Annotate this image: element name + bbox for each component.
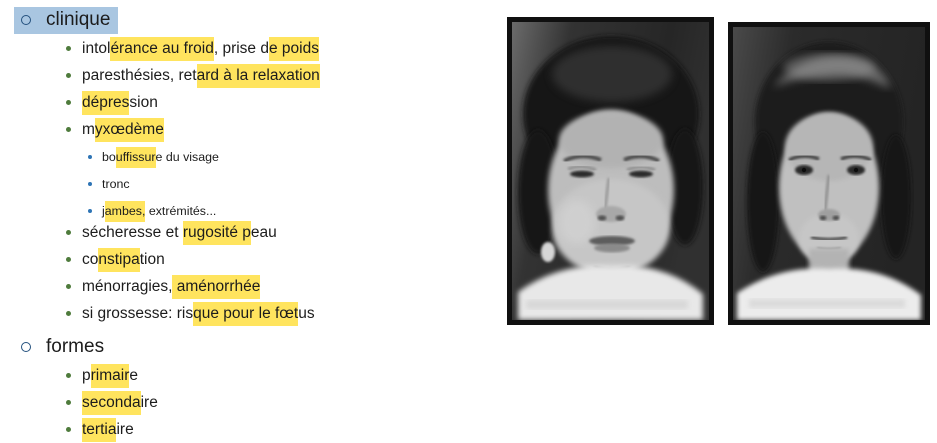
dot-bullet-icon: [66, 73, 71, 78]
text-segment: sécheresse et: [82, 223, 183, 241]
dot-bullet-icon: [66, 400, 71, 405]
bullet-text: [46, 9, 110, 31]
text-segment: ire: [116, 420, 134, 438]
bullet-item[interactable]: [0, 116, 500, 143]
bullet-item-inner: [66, 40, 319, 58]
bullet-item[interactable]: [0, 143, 500, 170]
dot-bullet-icon: [66, 230, 71, 235]
highlighted-text-segment: rugosité p: [183, 221, 251, 245]
left-portrait-graphic: [512, 22, 709, 320]
circle-bullet-icon: [21, 15, 31, 25]
right-portrait-photo: [728, 22, 930, 325]
highlighted-text-segment: yxœdème: [95, 118, 164, 142]
dot-bullet-icon: [66, 427, 71, 432]
bullet-text: [102, 177, 130, 191]
bullet-item[interactable]: [0, 62, 500, 89]
dot-bullet-icon: [66, 311, 71, 316]
highlighted-text-segment: ambes,: [105, 201, 146, 222]
bullet-item[interactable]: [0, 389, 500, 416]
text-segment: tronc: [102, 176, 130, 191]
dot-bullet-icon: [66, 46, 71, 51]
text-segment: ire: [140, 393, 158, 411]
bullet-item-inner: [66, 121, 164, 139]
text-segment: e du visage: [155, 149, 219, 164]
bullet-item[interactable]: [0, 246, 500, 273]
text-segment: intol: [82, 39, 111, 57]
highlighted-text-segment: ard à la relaxation: [197, 64, 320, 88]
highlighted-text-segment: que pour le fœt: [193, 302, 298, 326]
bullet-item-inner: [66, 394, 158, 412]
bullet-item[interactable]: [0, 332, 500, 362]
text-segment: e: [129, 366, 138, 384]
bullet-text: [82, 94, 158, 112]
dot-bullet-icon: [88, 155, 92, 159]
highlighted-text-segment: nstipa: [98, 248, 139, 272]
bullet-item-inner: [88, 177, 130, 191]
bullet-text: [82, 251, 165, 269]
dot-bullet-icon: [66, 373, 71, 378]
bullet-item-inner: [66, 67, 320, 85]
bullet-text: [82, 278, 260, 296]
text-segment: j: [102, 203, 105, 218]
right-portrait-graphic: [733, 27, 925, 320]
bullet-text: [82, 40, 319, 58]
bullet-item-inner: [66, 367, 138, 385]
bullet-item-inner: [66, 224, 277, 242]
text-segment: si grossesse: ris: [82, 304, 194, 322]
highlighted-text-segment: e poids: [269, 37, 319, 61]
bullet-text: [82, 67, 320, 85]
dot-bullet-icon: [66, 284, 71, 289]
bullet-item-inner: [66, 278, 260, 296]
bullet-text: [102, 150, 219, 164]
bullet-item-inner: [14, 334, 112, 361]
bullet-item-inner: [66, 251, 165, 269]
bullet-text: [82, 394, 158, 412]
text-segment: p: [82, 366, 91, 384]
bullet-item[interactable]: [0, 273, 500, 300]
dot-bullet-icon: [66, 257, 71, 262]
text-segment: eau: [250, 223, 277, 241]
bullet-item[interactable]: [0, 5, 500, 35]
bullet-item-inner: [88, 204, 216, 218]
bullet-text: [82, 305, 315, 323]
highlighted-text-segment: dépres: [82, 91, 129, 115]
bullet-text: [82, 421, 134, 439]
highlighted-text-segment: aménorrhée: [172, 275, 260, 299]
dot-bullet-icon: [88, 182, 92, 186]
bullet-item-inner: [66, 421, 134, 439]
text-segment: bo: [102, 149, 116, 164]
bullet-item-inner: [66, 94, 158, 112]
bullet-item-inner: [88, 150, 219, 164]
bullet-text: [82, 367, 138, 385]
text-segment: paresthésies, ret: [82, 66, 197, 84]
bullet-item[interactable]: [0, 89, 500, 116]
text-segment: clinique: [46, 8, 111, 30]
text-segment: extrémités...: [145, 203, 217, 218]
highlighted-text-segment: rimair: [91, 364, 130, 388]
text-segment: co: [82, 250, 99, 268]
bullet-item[interactable]: [0, 35, 500, 62]
dot-bullet-icon: [66, 127, 71, 132]
bullet-item[interactable]: [0, 300, 500, 327]
circle-bullet-icon: [21, 342, 31, 352]
highlighted-text-segment: seconda: [82, 391, 141, 415]
highlighted-text-segment: érance au froid: [110, 37, 213, 61]
text-segment: , prise d: [213, 39, 269, 57]
bullet-item[interactable]: [0, 219, 500, 246]
highlighted-text-segment: tertia: [82, 418, 116, 442]
bullet-item[interactable]: [0, 170, 500, 197]
bullet-item-inner: [14, 7, 118, 34]
text-segment: tion: [139, 250, 165, 268]
text-segment: formes: [46, 335, 105, 357]
text-segment: sion: [129, 93, 158, 111]
left-portrait-photo: [507, 17, 714, 325]
bullet-text: [82, 121, 164, 139]
bullet-list: [0, 5, 500, 443]
highlighted-text-segment: uffissur: [116, 147, 156, 168]
bullet-text: [82, 224, 277, 242]
dot-bullet-icon: [88, 209, 92, 213]
text-segment: us: [298, 304, 315, 322]
text-segment: m: [82, 120, 95, 138]
text-segment: ménorragies,: [82, 277, 173, 295]
bullet-item[interactable]: [0, 362, 500, 389]
bullet-item[interactable]: [0, 416, 500, 443]
bullet-text: [102, 204, 216, 218]
bullet-item-inner: [66, 305, 315, 323]
dot-bullet-icon: [66, 100, 71, 105]
bullet-text: [46, 336, 104, 358]
